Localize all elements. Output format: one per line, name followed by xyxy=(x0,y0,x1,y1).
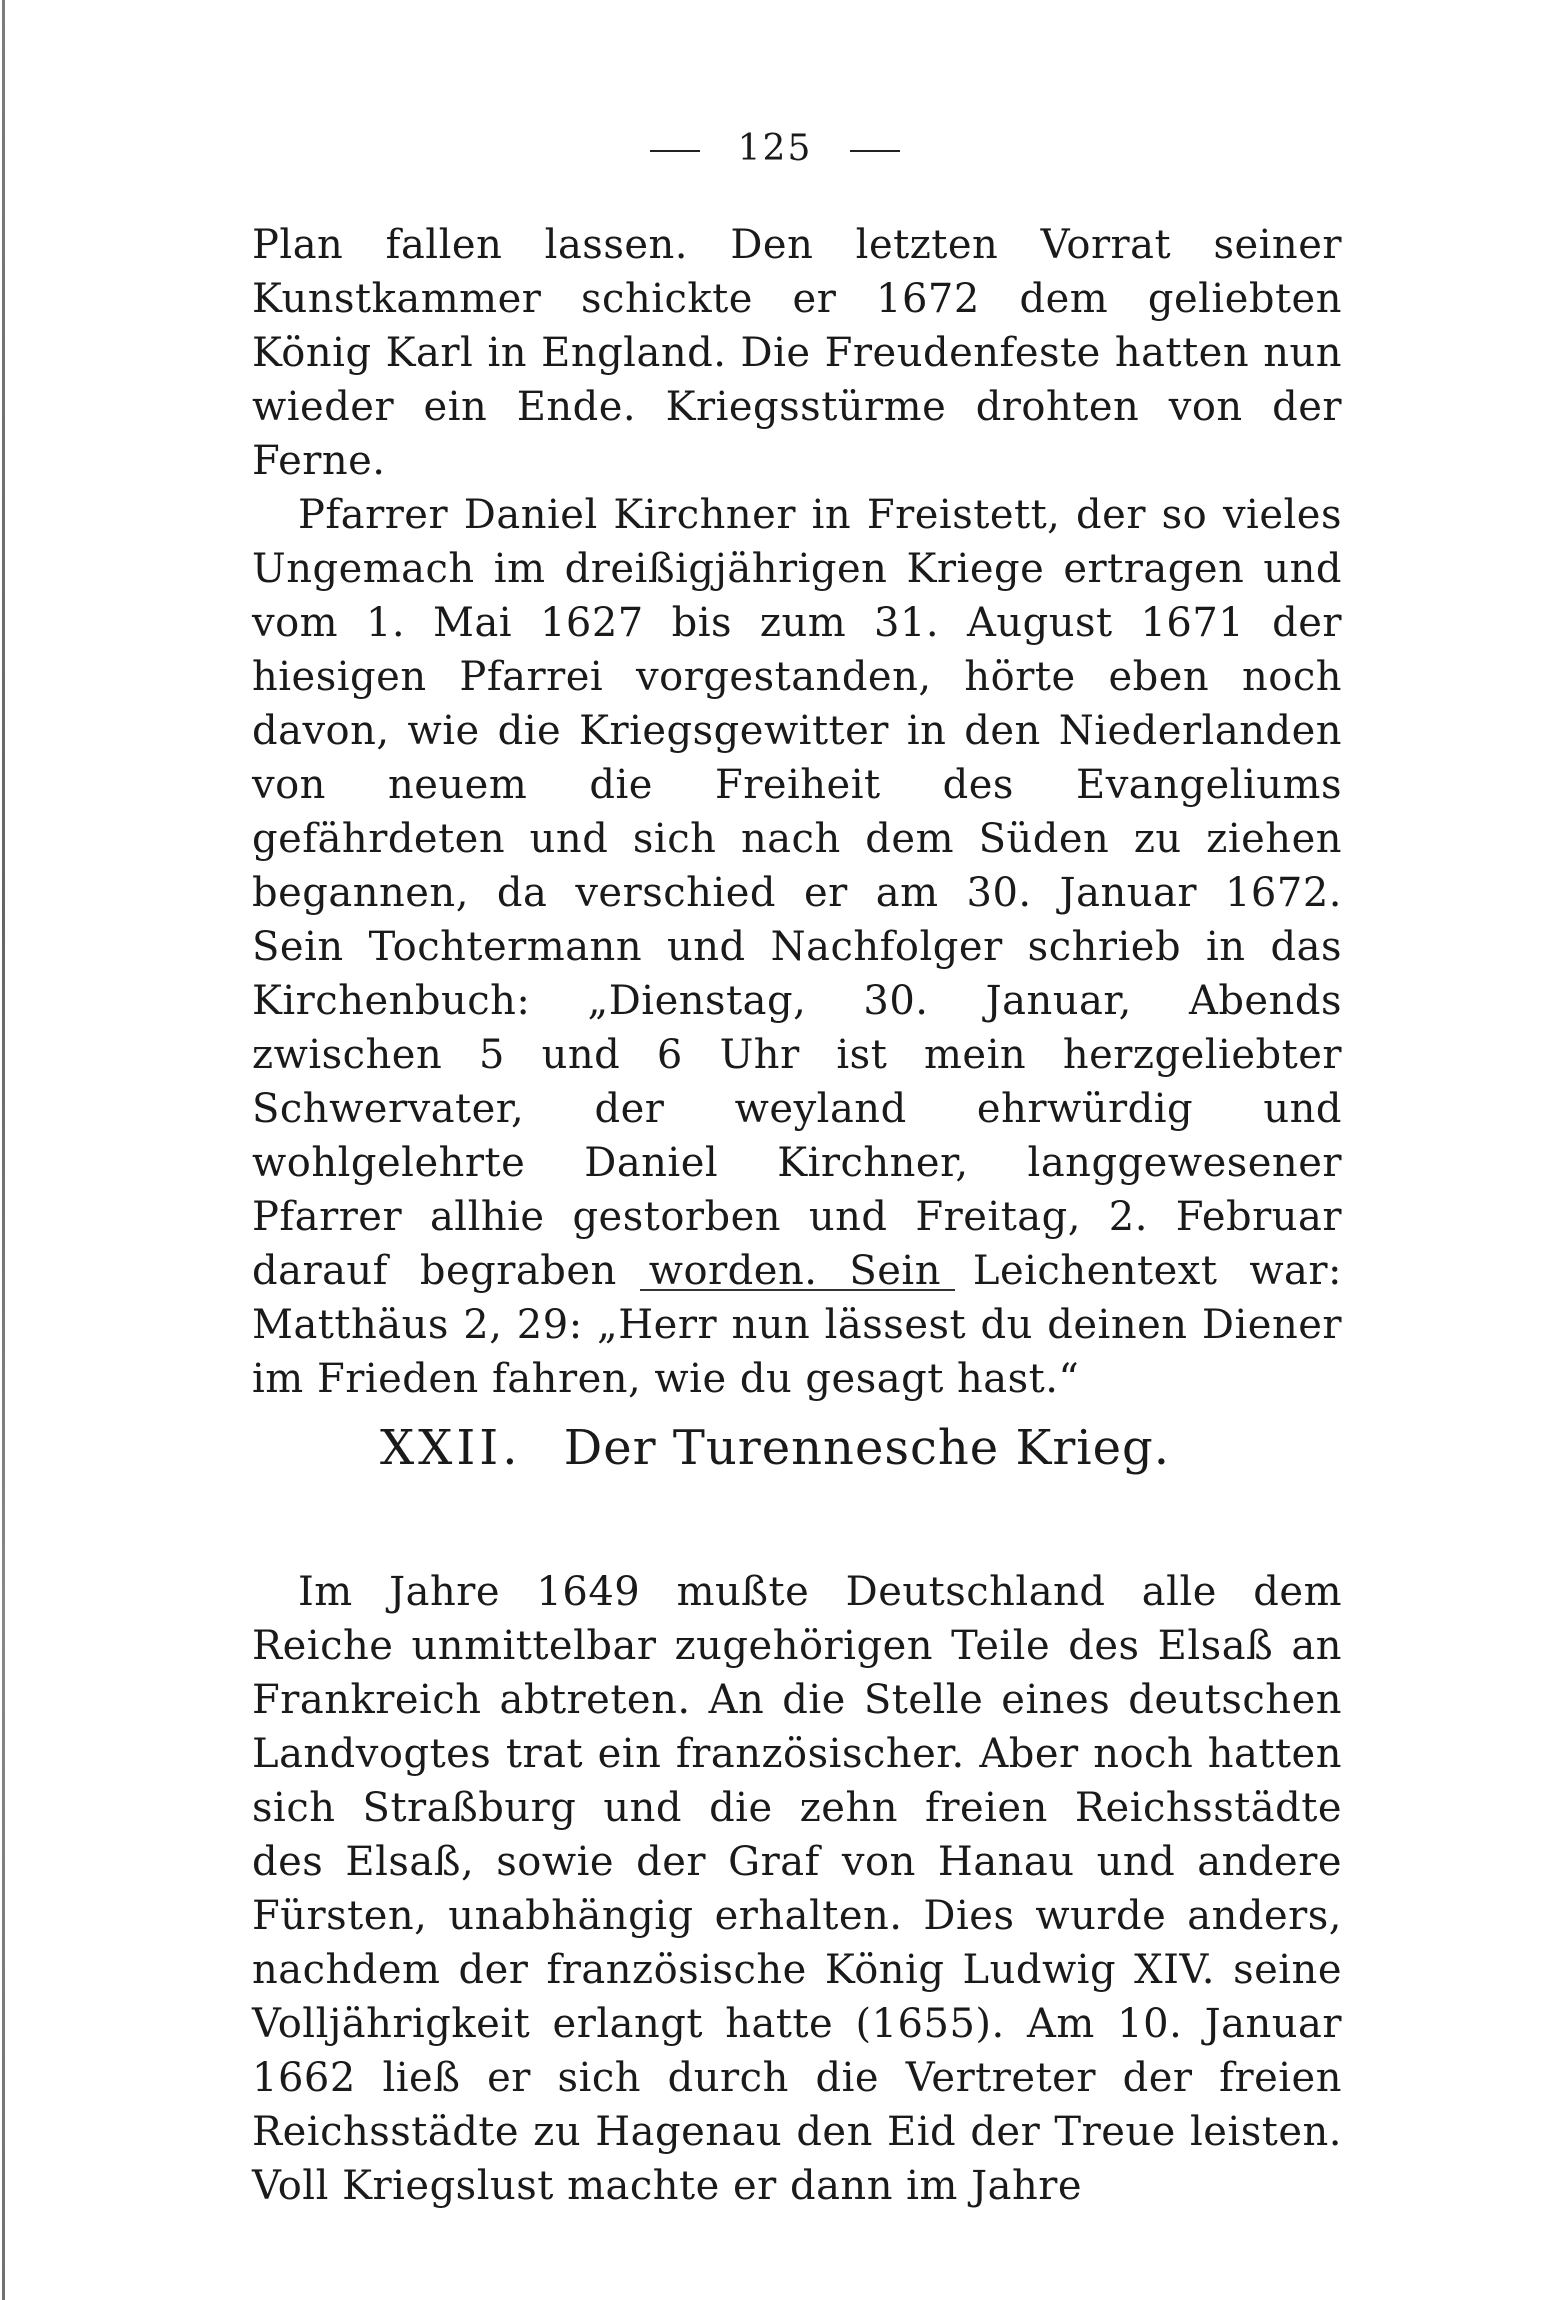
page-header xyxy=(0,128,1550,169)
page-number: 125 xyxy=(737,128,813,169)
chapter-heading xyxy=(0,1420,1550,1476)
paragraph: Plan fallen lassen. Den letzten Vorrat seiner Kunstkammer schickte er 1672 dem geliebten König Karl in England. Die Freudenfeste hatten nun wieder ein Ende. Kriegsstürme drohten von der Ferne. xyxy=(252,222,1342,484)
paragraph: Im Jahre 1649 mußte Deutschland alle dem Reiche unmittelbar zugehörigen Teile des Elsaß an Frankreich abtreten. An die Stelle eines deutschen Landvogtes trat ein französischer. Aber noch hatten sich Straßburg und die zehn freien Reichsstädte des Elsaß, sowie der Graf von Hanau und andere Fürsten, unabhängig erhalten. Dies wurde anders, nachdem der französische König Ludwig XIV. seine Volljährigkeit erlangt hatte (1655). Am 10. Januar 1662 ließ er sich durch die Vertreter der freien Reichsstädte zu Hagenau den Eid der Treue leisten. Voll Kriegslust machte er dann im Jahre xyxy=(252,1569,1342,2209)
header-dash-left xyxy=(650,150,700,152)
chapter-title: Der Turennesche Krieg. xyxy=(563,1420,1171,1476)
header-dash-right xyxy=(850,150,900,152)
page-edge xyxy=(2,0,5,2300)
chapter-text-block xyxy=(252,1565,1342,2213)
paragraph: Pfarrer Daniel Kirchner in Freistett, der so vieles Ungemach im dreißigjährigen Kriege ertragen und vom 1. Mai 1627 bis zum 31. August 1671 der hiesigen Pfarrei vorgestanden, hörte eben noch davon, wie die Kriegsgewitter in den Niederlanden von neuem die Freiheit des Evangeliums gefährdeten und sich nach dem Süden zu ziehen begannen, da verschied er am 30. Januar 1672. Sein Tochtermann und Nachfolger schrieb in das Kirchenbuch: „Dienstag, 30. Januar, Abends zwischen 5 und 6 Uhr ist mein herzgeliebter Schwervater, der weyland ehrwürdig und wohlgelehrte Daniel Kirchner, langgewesener Pfarrer allhie gestorben und Freitag, 2. Februar darauf begraben worden. Sein Leichentext war: Matthäus 2, 29: „Herr nun lässest du deinen Diener im Frieden fahren, wie du gesagt hast.“ xyxy=(252,492,1342,1402)
top-text-block xyxy=(252,218,1342,1406)
chapter-number: XXII. xyxy=(379,1420,522,1476)
section-separator xyxy=(640,1289,955,1291)
